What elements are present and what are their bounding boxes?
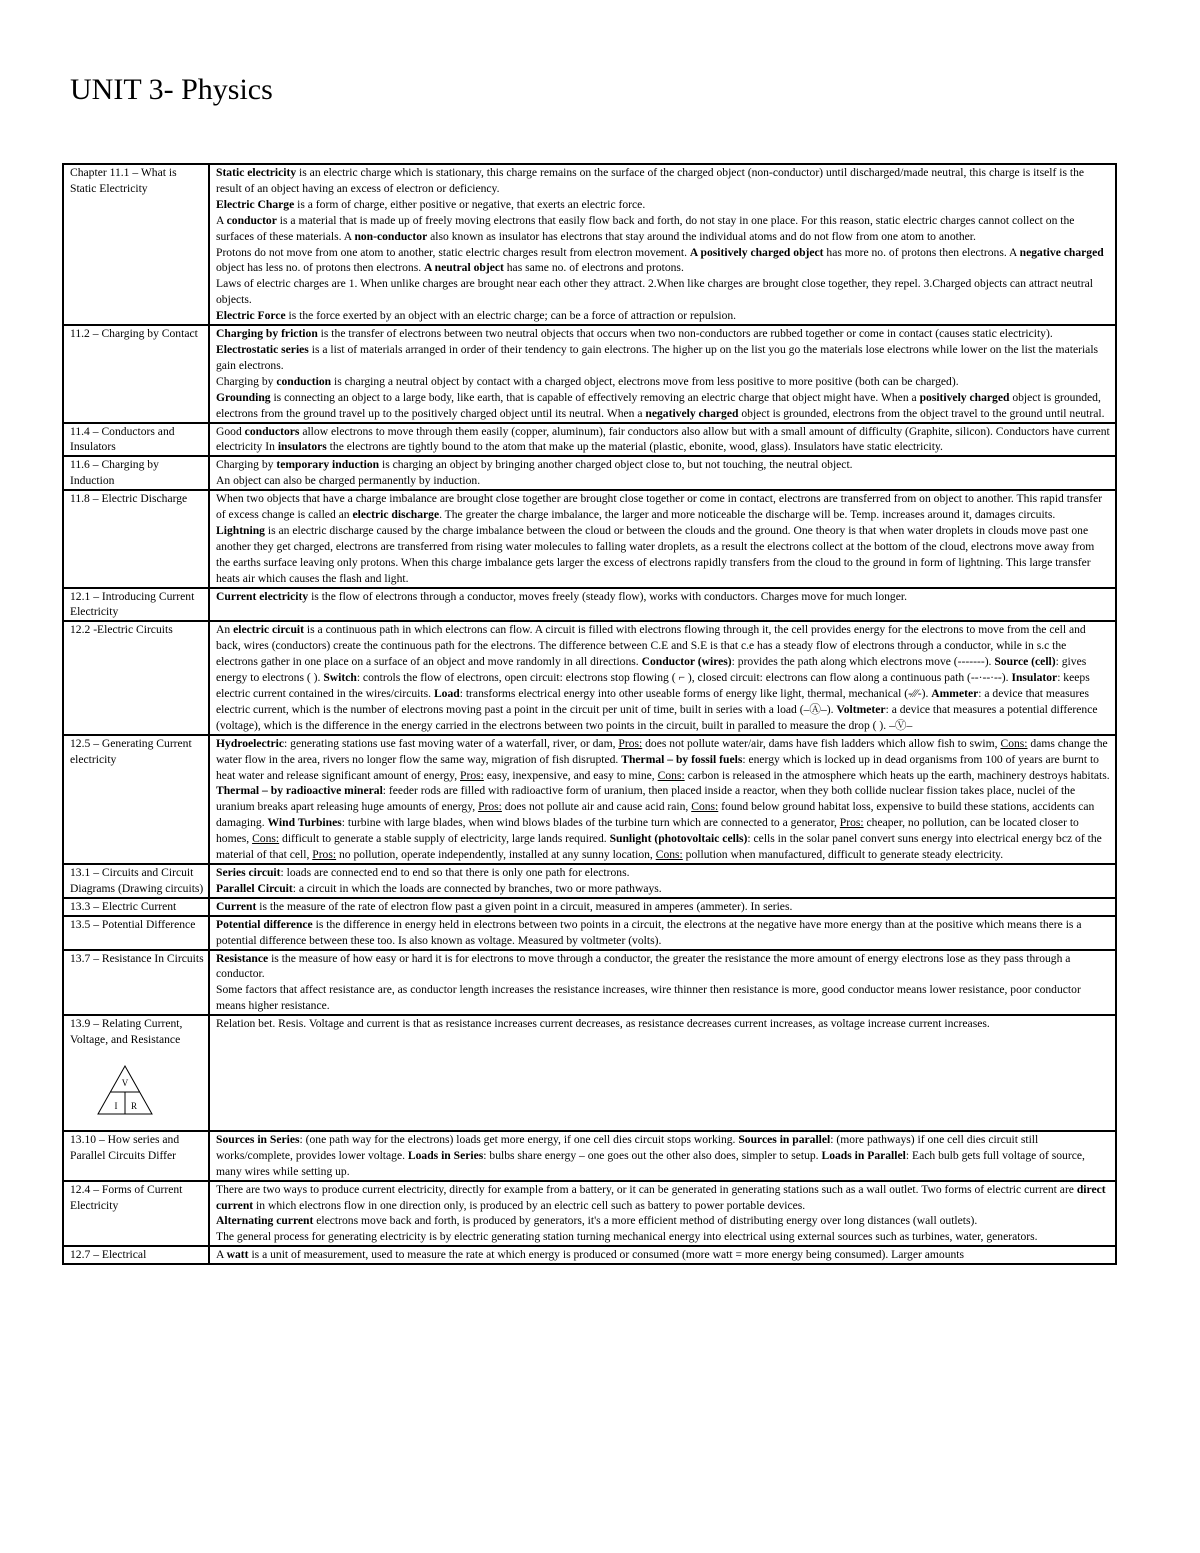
bold-term: negatively charged	[645, 406, 739, 420]
table-row	[63, 950, 1116, 1016]
text-run: : (more pathways) if one cell dies circuit still works/complete, provides lower voltage.	[216, 1132, 1039, 1162]
underlined-term: Pros:	[478, 800, 502, 814]
text-run: object is grounded, electrons from the ground travel up to the positively charged object until its neutral. When a	[216, 390, 1101, 420]
bold-term: watt	[226, 1248, 249, 1262]
text-run: also known as insulator has electrons that stay around the individual atoms and do not flow from one atom to another.	[427, 229, 976, 243]
notes-paragraph	[216, 865, 1111, 881]
notes-cell	[209, 898, 1116, 916]
text-run: in which electrons flow in one direction only, is produced by an electric cell such as battery to power portable devices.	[253, 1198, 806, 1212]
underlined-term: Cons:	[691, 800, 719, 814]
topic-label: 11.6 – Charging by Induction	[70, 458, 159, 488]
topic-cell	[63, 490, 209, 587]
text-run: : a device that measures electric current, which is the number of electrons moving past a point in the circuit per unit of time, built in series with a load (–Ⓐ–).	[216, 687, 1090, 716]
text-run: : generating stations use fast moving water of a waterfall, river, or dam,	[284, 736, 619, 750]
notes-paragraph	[216, 982, 1111, 1014]
text-run: no pollution, operate independently, installed at any sunny location,	[336, 848, 656, 862]
table-row	[63, 490, 1116, 587]
underlined-term: Pros:	[618, 736, 643, 750]
text-run: Charging by	[216, 374, 277, 388]
notes-paragraph	[216, 245, 1111, 277]
notes-paragraph	[216, 342, 1111, 374]
bold-term: Current	[216, 899, 257, 913]
text-run: : Each bulb gets full voltage of source, many wires while setting up.	[216, 1148, 1085, 1178]
notes-paragraph	[216, 1213, 1111, 1229]
table-row	[63, 621, 1116, 734]
text-run: is a unit of measurement, used to measure the rate at which energy is produced or consumed (more watt = more energy being consumed). Larger amounts	[248, 1248, 965, 1262]
notes-cell	[209, 456, 1116, 490]
topic-label: 12.1 – Introducing Current Electricity	[70, 589, 195, 619]
topic-cell	[63, 735, 209, 864]
topic-cell	[63, 621, 209, 734]
bold-term: Charging by friction	[216, 327, 318, 341]
topic-label: 13.10 – How series and Parallel Circuits Differ	[70, 1132, 180, 1162]
bold-term: Sources in Series	[216, 1132, 300, 1146]
topic-label: 11.8 – Electric Discharge	[70, 492, 188, 506]
bold-term: non-conductor	[354, 229, 428, 243]
notes-cell	[209, 621, 1116, 734]
notes-paragraph	[216, 589, 1111, 605]
topic-label: 13.3 – Electric Current	[70, 899, 177, 913]
text-run: allow electrons to move through them easily (copper, aluminum), fair conductors also allow but with a small amount of difficulty (Graphite, silicon). Conductors have current electricity In	[216, 424, 1110, 454]
topic-label: 12.7 – Electrical	[70, 1248, 147, 1262]
page-title: UNIT 3- Physics	[70, 73, 273, 106]
bold-term: Ammeter	[931, 687, 979, 700]
bold-term: A neutral object	[424, 261, 504, 275]
text-run: : cells in the solar panel convert suns energy into electrical energy bcz of the material of that cell,	[216, 832, 1102, 862]
ohms-law-triangle	[70, 1052, 204, 1130]
topic-cell	[63, 164, 209, 325]
text-run: is the measure of how easy or hard it is for electrons to move through a conductor, the greater the resistance the more amount of energy electrons lose as they pass through a conductor.	[216, 951, 1071, 981]
topic-cell	[63, 1246, 209, 1264]
bold-term: conductor	[226, 213, 277, 227]
notes-paragraph	[216, 213, 1111, 245]
text-run: is a form of charge, either positive or negative, that exerts an electric force.	[294, 197, 646, 211]
bold-term: Load	[433, 687, 460, 700]
text-run: is charging a neutral object by contact with a charged object, electrons move from less positive to more positive (both can be charged).	[331, 374, 959, 388]
bold-term: Thermal – by radioactive mineral	[216, 784, 383, 798]
topic-cell	[63, 916, 209, 950]
bold-term: Electric Force	[216, 309, 286, 323]
table-row	[63, 1015, 1116, 1131]
text-run: : (one path way for the electrons) loads get more energy, if one cell dies circuit stops working.	[299, 1132, 739, 1146]
bold-term: Loads in Parallel	[821, 1148, 906, 1162]
bold-term: Current electricity	[216, 589, 309, 603]
bold-term: Wind Turbines	[267, 816, 342, 830]
bold-term: Potential difference	[216, 917, 313, 931]
table-row	[63, 1181, 1116, 1247]
triangle-drawing	[70, 1052, 180, 1128]
bold-term: A positively charged object	[689, 245, 824, 259]
text-run: : energy which is locked up in dead organisms from 100 of years are burnt to heat water and release significant amount of energy,	[216, 752, 1099, 782]
topic-cell	[63, 325, 209, 422]
text-run: does not pollute air and cause acid rain,	[501, 800, 692, 814]
notes-cell	[209, 916, 1116, 950]
bold-term: Conductor (wires)	[641, 655, 732, 669]
underlined-term: Cons:	[657, 768, 685, 782]
underlined-term: Cons:	[655, 848, 683, 862]
notes-paragraph	[216, 326, 1111, 342]
table-row	[63, 916, 1116, 950]
notes-cell	[209, 490, 1116, 587]
text-run: is the flow of electrons through a conductor, moves freely (steady flow), works with conductors. Charges move for much longer.	[308, 589, 907, 603]
bold-term: Sunlight (photovoltaic cells)	[609, 832, 748, 846]
notes-paragraph	[216, 197, 1111, 213]
text-run: Good	[216, 424, 245, 438]
text-run: Laws of electric charges are 1. When unlike charges are brought near each other they attract. 2.When like charges are brought close together, they repel. 3.Charged objects can attract neutral objects.	[216, 277, 1093, 307]
topic-cell	[63, 950, 209, 1016]
table-row	[63, 1246, 1116, 1264]
topic-label: Chapter 11.1 – What is Static Electricity	[70, 166, 177, 195]
notes-paragraph	[216, 276, 1111, 308]
notes-cell	[209, 164, 1116, 325]
notes-paragraph	[216, 457, 1111, 473]
notes-paragraph	[216, 1132, 1111, 1180]
text-run: is the transfer of electrons between two neutral objects that occurs when two non-conductors are rubbed together or come in contact (causes static electricity).	[317, 327, 1053, 341]
topic-label: 12.5 – Generating Current electricity	[70, 736, 192, 766]
notes-paragraph	[216, 1247, 1111, 1263]
text-run: found below ground habitat loss, expensive to build these stations, accidents can damaging.	[216, 800, 1095, 830]
text-run: An object can also be charged permanently by induction.	[216, 474, 481, 488]
text-run: object has less no. of protons then electrons.	[216, 261, 424, 275]
notes-cell	[209, 735, 1116, 864]
text-run: : turbine with large blades, when wind blows blades of the turbine turn which are connected to a generator,	[341, 816, 840, 830]
topic-cell	[63, 423, 209, 457]
bold-term: electric discharge	[352, 508, 440, 522]
table-row	[63, 456, 1116, 490]
bold-term: temporary induction	[276, 458, 380, 472]
topic-cell	[63, 456, 209, 490]
text-run: does not pollute water/air, dams have fish ladders which allow fish to swim,	[642, 736, 1001, 750]
topic-cell	[63, 898, 209, 916]
triangle-label-top: V	[121, 1077, 129, 1088]
text-run: : loads are connected end to end so that there is only one path for electrons.	[280, 865, 630, 879]
table-row	[63, 164, 1116, 325]
underlined-term: Cons:	[1000, 736, 1028, 750]
text-run: difficult to generate a stable supply of electricity, large lands required.	[279, 832, 610, 846]
bold-term: Series circuit	[216, 865, 281, 879]
text-run: has more no. of protons then electrons. A	[823, 245, 1020, 259]
bold-term: Insulator	[1011, 671, 1058, 685]
topic-cell	[63, 1015, 209, 1131]
notes-cell	[209, 588, 1116, 622]
text-run: is a list of materials arranged in order of their tendency to gain electrons. The higher up on the list you go the materials lose electrons while lower on the list the materials gain electrons.	[216, 342, 1099, 372]
topic-label: 12.4 – Forms of Current Electricity	[70, 1182, 183, 1212]
text-run: . The greater the charge imbalance, the larger and more noticeable the discharge will be. Temp. increases around it, damages circuits.	[439, 508, 1056, 522]
bold-term: Grounding	[216, 390, 271, 404]
text-run: is a material that is made up of freely moving electrons that easily flow back and forth, do not stay in one place. For this reason, static electric charges cannot collect on the surfaces of these materials. A	[216, 213, 1075, 243]
table-row	[63, 864, 1116, 898]
text-run: : gives energy to electrons ( ).	[216, 655, 1087, 685]
bold-term: insulators	[277, 440, 327, 454]
notes-cell	[209, 1015, 1116, 1131]
notes-paragraph	[216, 390, 1111, 422]
text-run: has same no. of electrons and protons.	[503, 261, 684, 275]
notes-cell	[209, 950, 1116, 1016]
text-run: is the force exerted by an object with an electric charge; can be a force of attraction or repulsion.	[285, 309, 737, 323]
text-run: The general process for generating electricity is by electric generating station turning mechanical energy into electrical using external sources such as turbines, water, generators.	[216, 1230, 1038, 1244]
topic-cell	[63, 588, 209, 622]
text-run: Protons do not move from one atom to another, static electric charges result from electron movement.	[216, 245, 690, 259]
text-run: is the measure of the rate of electron flow past a given point in a circuit, measured in amperes (ammeter). In series.	[256, 899, 793, 913]
underlined-term: Pros:	[460, 768, 484, 782]
notes-paragraph	[216, 1229, 1111, 1245]
bold-term: Thermal – by fossil fuels	[621, 752, 743, 766]
bold-term: Electrostatic series	[216, 342, 309, 356]
notes-paragraph	[216, 165, 1111, 197]
notes-cell	[209, 325, 1116, 422]
bold-term: Lightning	[216, 523, 265, 537]
notes-table-body	[63, 164, 1116, 1264]
text-run: is a continuous path in which electrons can flow. A circuit is filled with electrons flowing through it, the cell provides energy for the electrons to move from the cell and back, wires (conductors) create the continuous path for the electrons. The difference between C.E and S.E is that c.e has a steady flow of electrons through a conductor, while in s.c the electrons gather in one place on a surface of an object and move randomly in all directions.	[216, 623, 1086, 669]
text-run: : a circuit in which the loads are connected by branches, two or more pathways.	[292, 881, 662, 895]
bold-term: Electric Charge	[216, 197, 295, 211]
notes-paragraph	[216, 523, 1111, 587]
topic-cell	[63, 1181, 209, 1247]
underlined-term: Pros:	[839, 816, 864, 830]
text-run: is an electric discharge caused by the charge imbalance between the cloud or between the clouds and the ground. One theory is that when water droplets in clouds move past one another they get charged, electrons are transferred from rising water molecules to falling water droplets, as a result the electrons collect at the bottom of the cloud, electrons move away from the earths surface leaving only protons. When this charge imbalance gets larger the excess of electrons rapidly transfers from the cloud to the ground in form of lightning. This large transfer heats air which causes the flash and light.	[216, 523, 1095, 585]
bold-term: conduction	[276, 374, 332, 388]
notes-paragraph	[216, 951, 1111, 983]
text-run: : bulbs share energy – one goes out the other also does, simpler to setup.	[483, 1148, 822, 1162]
topic-label: 11.4 – Conductors and Insulators	[70, 424, 175, 454]
notes-paragraph	[216, 736, 1111, 863]
topic-cell	[63, 1131, 209, 1181]
bold-term: Hydroelectric	[216, 736, 285, 750]
notes-paragraph	[216, 881, 1111, 897]
notes-cell	[209, 1246, 1116, 1264]
topic-label: 12.2 -Electric Circuits	[70, 623, 173, 637]
text-run: is an electric charge which is stationary, this charge remains on the surface of the charged object (non-conductor) until discharged/made neutral, this charge is itself is the result of an object having an excess of electron or deficiency.	[216, 166, 1085, 195]
text-run: : feeder rods are filled with radioactive form of uranium, then placed inside a reactor, when they both collide nuclear fission takes place, nuclei of the uranium breaks apart releasing huge amounts of energy,	[216, 784, 1076, 814]
text-run: cheaper, no pollution, can be located closer to homes,	[216, 816, 1079, 846]
bold-term: electric circuit	[233, 623, 304, 637]
topic-label: 11.2 – Charging by Contact	[70, 327, 198, 341]
bold-term: Resistance	[216, 951, 269, 965]
table-row	[63, 1131, 1116, 1181]
text-run: easy, inexpensive, and easy to mine,	[483, 768, 658, 782]
table-row	[63, 588, 1116, 622]
text-run: : transforms electrical energy into other useable forms of energy like light, thermal, mechanical (-⁄⁄⁄-).	[459, 687, 932, 700]
triangle-label-left: I	[114, 1100, 118, 1111]
underlined-term: Pros:	[312, 848, 337, 862]
notes-cell	[209, 1181, 1116, 1247]
topic-cell	[63, 864, 209, 898]
bold-term: Static electricity	[216, 166, 297, 179]
text-run: : controls the flow of electrons, open circuit: electrons stop flowing ( ⌐ ), closed circuit: electrons can flow along a continuous path (--·--·--).	[356, 671, 1012, 685]
notes-paragraph	[216, 622, 1111, 733]
notes-paragraph	[216, 308, 1111, 324]
topic-label: 13.7 – Resistance In Circuits	[70, 951, 204, 965]
text-run: dams change the water flow in the area, rivers no longer flow the same way, migration of fish disrupted.	[216, 736, 1108, 766]
notes-paragraph	[216, 424, 1111, 456]
notes-paragraph	[216, 473, 1111, 489]
text-run: A	[216, 1248, 227, 1262]
topic-label: 13.9 – Relating Current, Voltage, and Resistance	[70, 1017, 183, 1047]
table-row	[63, 325, 1116, 422]
bold-term: Parallel Circuit	[216, 881, 293, 895]
text-run: Relation bet. Resis. Voltage and current is that as resistance increases current decreases, as resistance decreases current increases, as voltage increase current increases.	[216, 1017, 990, 1031]
topic-label: 13.1 – Circuits and Circuit Diagrams (Drawing circuits)	[70, 865, 204, 895]
text-run: object is grounded, electrons from the object travel to the ground until neutral.	[738, 406, 1105, 420]
table-row	[63, 898, 1116, 916]
bold-term: Loads in Series	[407, 1148, 484, 1162]
bold-term: positively charged	[919, 390, 1010, 404]
table-row	[63, 735, 1116, 864]
text-run: : provides the path along which electrons move (-------).	[731, 655, 995, 669]
underlined-term: Cons:	[252, 832, 280, 846]
notes-paragraph	[216, 374, 1111, 390]
text-run: : keeps electric current contained in the wires/circuits.	[216, 671, 1090, 700]
notes-cell	[209, 423, 1116, 457]
bold-term: direct current	[216, 1182, 1106, 1212]
text-run: There are two ways to produce current electricity, directly for example from a battery, or it can be generated in generating stations such as a wall outlet. Two forms of electric current are	[216, 1182, 1077, 1196]
notes-cell	[209, 864, 1116, 898]
bold-term: negative charged	[1019, 245, 1104, 259]
notes-table	[62, 163, 1117, 1265]
table-row	[63, 423, 1116, 457]
bold-term: conductors	[244, 424, 300, 438]
text-run: is the difference in energy held in electrons between two points in a circuit, the electrons at the negative have more energy than at the positive which means there is a potential difference between these too. Is also known as voltage. Measured by voltmeter (volts).	[216, 917, 1082, 947]
text-run: Some factors that affect resistance are, as conductor length increases the resistance increases, wire thinner then resistance is more, good conductor means lower resistance, poor conductor means higher resistance.	[216, 983, 1081, 1013]
bold-term: Alternating current	[216, 1214, 314, 1228]
notes-paragraph	[216, 1016, 1111, 1032]
notes-paragraph	[216, 491, 1111, 523]
topic-label: 13.5 – Potential Difference	[70, 917, 196, 931]
notes-cell	[209, 1131, 1116, 1181]
notes-paragraph	[216, 899, 1111, 915]
bold-term: Voltmeter	[836, 702, 886, 716]
text-run: Charging by	[216, 458, 277, 472]
text-run: is connecting an object to a large body, like earth, that is capable of effectively removing an electric charge that object might have. When a	[270, 390, 920, 404]
text-run: : a device that measures a potential difference (voltage), which is the difference in the energy carried in the electrons between two points in the circuit, built in paralled to measure the drop ( ). –Ⓥ–	[216, 702, 1098, 732]
text-run: is charging an object by bringing another charged object close to, but not touching, the neutral object.	[379, 458, 853, 472]
text-run: the electrons are tightly bound to the atom that make up the material (plastic, ebonite, wood, glass). Insulators have static electricity.	[326, 440, 943, 454]
text-run: When two objects that have a charge imbalance are brought close together are brought close together or come in contact, electrons are transferred from on object to another. This rapid transfer of excess change is called an	[216, 492, 1103, 522]
text-run: An	[216, 623, 234, 637]
text-run: pollution when manufactured, difficult to generate steady electricity.	[682, 848, 1004, 862]
triangle-label-right: R	[130, 1100, 138, 1111]
notes-paragraph	[216, 1182, 1111, 1214]
text-run: carbon is released in the atmosphere which heats up the earth, machinery destroys habitats.	[684, 768, 1110, 782]
text-run: electrons move back and forth, is produced by generators, it's a more efficient method of distributing energy over long distances (wall outlets).	[313, 1214, 978, 1228]
bold-term: Sources in parallel	[738, 1132, 831, 1146]
text-run: A	[216, 213, 227, 227]
notes-paragraph	[216, 917, 1111, 949]
bold-term: Switch	[323, 671, 357, 685]
bold-term: Source (cell)	[994, 655, 1056, 669]
